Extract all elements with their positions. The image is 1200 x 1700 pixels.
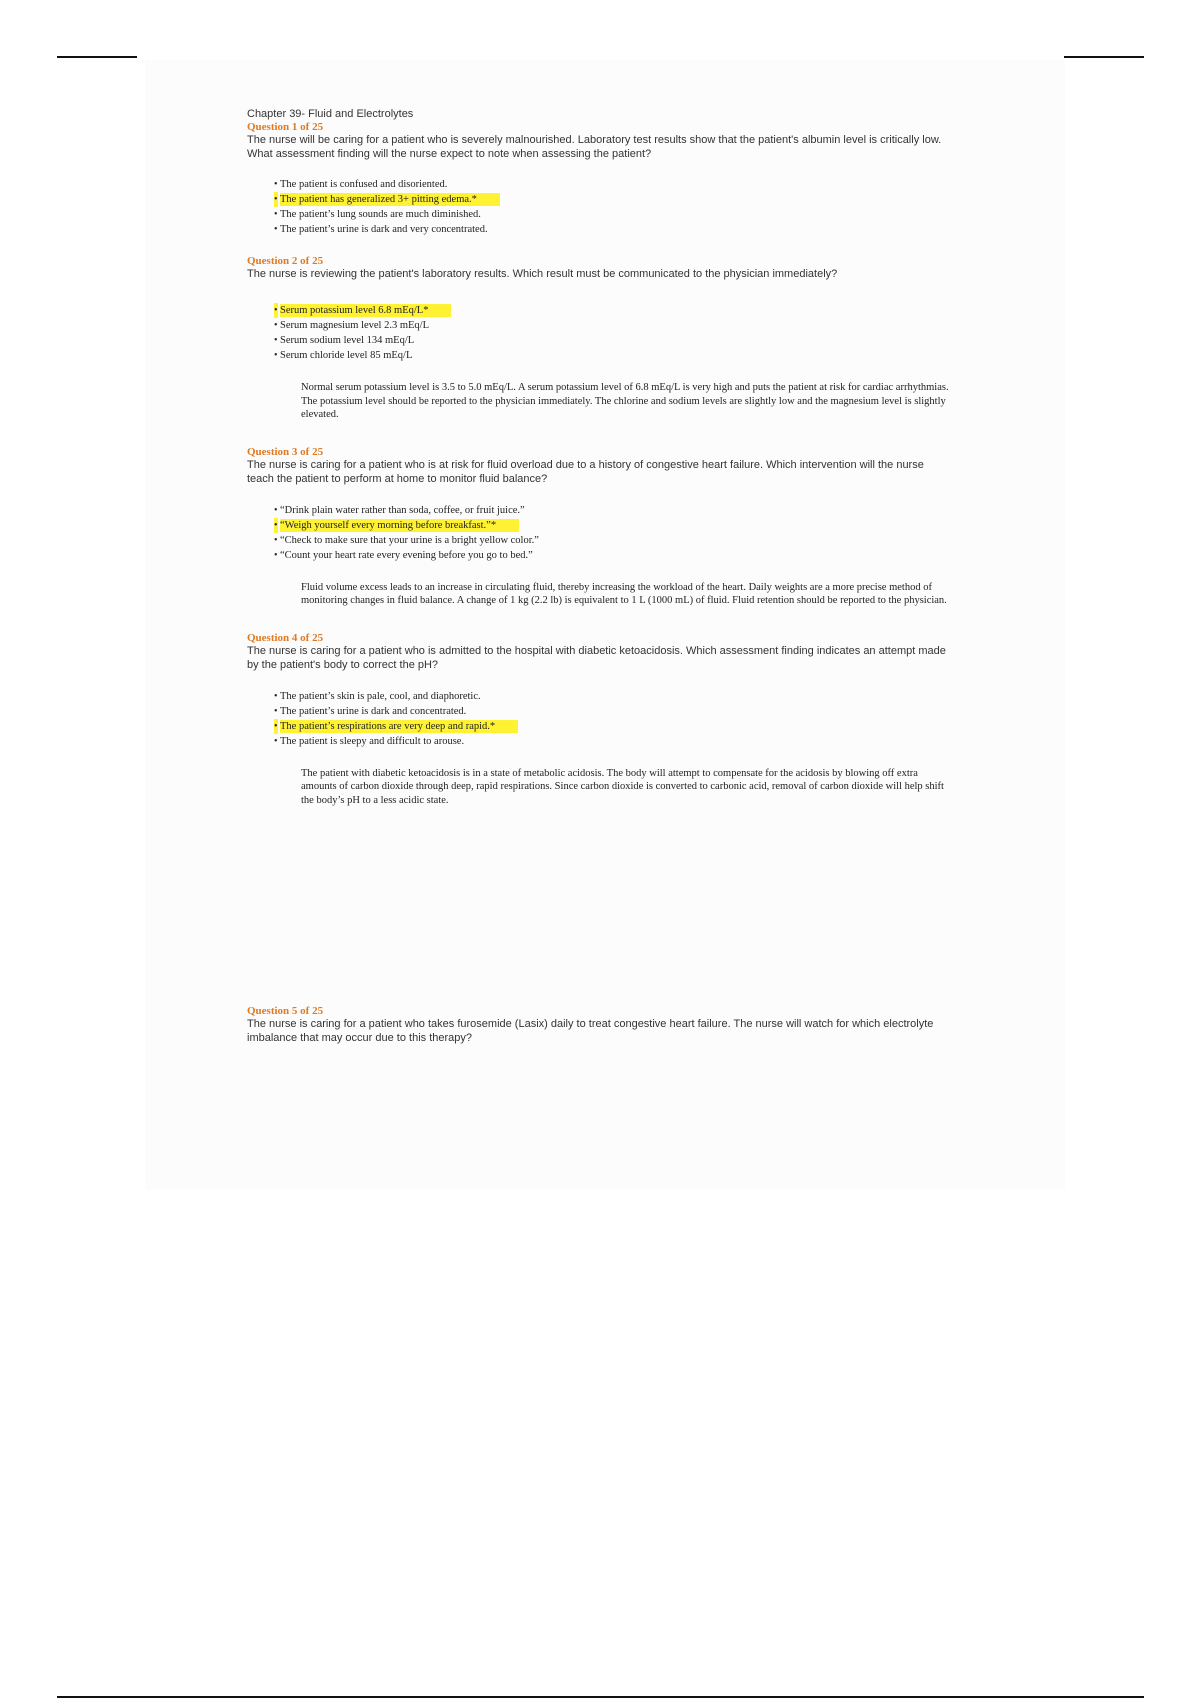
answer-text: The patient is confused and disoriented. xyxy=(280,179,448,190)
answer-text: “Weigh yourself every morning before breakfast.”* xyxy=(280,519,519,532)
footer-rule xyxy=(57,1696,1144,1698)
bullet-icon: • xyxy=(274,690,278,702)
answer-text: “Drink plain water rather than soda, coffee, or fruit juice.” xyxy=(280,504,525,516)
answer-text: The patient’s respirations are very deep and rapid.* xyxy=(280,720,518,733)
bullet-icon: • xyxy=(274,350,278,361)
answer-option xyxy=(274,503,947,518)
question-block xyxy=(247,255,947,422)
answer-option xyxy=(274,222,947,237)
answer-option-correct xyxy=(274,303,947,318)
answer-option xyxy=(274,533,947,548)
answer-text: “Count your heart rate every evening before you go to bed.” xyxy=(280,549,533,561)
answer-text: “Check to make sure that your urine is a bright yellow color.” xyxy=(280,534,539,546)
answer-option xyxy=(274,734,947,749)
question-label: Question 5 of 25 xyxy=(247,1005,324,1017)
bullet-icon: • xyxy=(274,209,278,220)
question-text: The nurse is caring for a patient who takes furosemide (Lasix) daily to treat congestive heart failure. The nurse will watch for which electrolyte imbalance that may occur due to this therapy? xyxy=(247,1018,934,1044)
question-text: The nurse is caring for a patient who is admitted to the hospital with diabetic ketoacidosis. Which assessment finding indicates an attempt made by the patient's body to correct the pH? xyxy=(247,644,946,671)
answer-option xyxy=(274,689,947,704)
bullet-icon: • xyxy=(274,720,278,732)
answer-text: Serum magnesium level 2.3 mEq/L xyxy=(280,320,430,331)
rationale-text: Fluid volume excess leads to an increase in circulating fluid, thereby increasing the workload of the heart. Daily weights are a more precise method of monitoring changes in fluid balance. A change of 1 kg (2.2 lb) is equivalent to 1 L (1000 mL) of fluid. Fluid retention should be reported to the physician. xyxy=(301,581,947,606)
rationale-text: The patient with diabetic ketoacidosis is in a state of metabolic acidosis. The body will attempt to compensate for the acidosis by blowing off extra amounts of carbon dioxide through deep, rapid respirations. Since carbon dioxide is converted to carbonic acid, removal of carbon dioxide will help shift the body’s pH to a less acidic state. xyxy=(301,767,944,806)
bullet-icon: • xyxy=(274,735,278,747)
answer-option xyxy=(274,177,947,192)
bullet-icon: • xyxy=(274,534,278,546)
answer-list xyxy=(274,689,947,749)
answer-list xyxy=(274,503,947,563)
answer-option xyxy=(274,704,947,719)
rationale-text: Normal serum potassium level is 3.5 to 5.0 mEq/L. A serum potassium level of 6.8 mEq/L is very high and puts the patient at risk for cardiac arrhythmias. The potassium level should be reported to the physician immediately. The chlorine and sodium levels are slightly low and the magnesium level is slightly elevated. xyxy=(301,382,949,420)
answer-list xyxy=(274,177,947,237)
header-rule-right xyxy=(1064,56,1144,58)
answer-option-correct xyxy=(274,192,947,207)
question-block xyxy=(247,446,947,608)
answer-text: The patient’s urine is dark and concentrated. xyxy=(280,705,467,717)
answer-option xyxy=(274,333,947,348)
question-block xyxy=(247,632,947,808)
question-block xyxy=(247,1005,947,1045)
answer-text: The patient’s skin is pale, cool, and diaphoretic. xyxy=(280,690,481,702)
answer-text: The patient is sleepy and difficult to arouse. xyxy=(280,735,465,747)
answer-text: The patient’s urine is dark and very concentrated. xyxy=(280,224,488,235)
bullet-icon: • xyxy=(274,194,278,205)
answer-text: Serum chloride level 85 mEq/L xyxy=(280,350,413,361)
answer-text: The patient has generalized 3+ pitting edema.* xyxy=(280,193,500,206)
answer-text: The patient’s lung sounds are much diminished. xyxy=(280,209,481,220)
question-text: The nurse is caring for a patient who is at risk for fluid overload due to a history of congestive heart failure. Which intervention will the nurse teach the patient to perform at home to monitor fluid balance? xyxy=(247,458,924,485)
header-rule-left xyxy=(57,56,137,58)
bullet-icon: • xyxy=(274,179,278,190)
answer-option xyxy=(274,207,947,222)
answer-list xyxy=(274,303,947,363)
question-label: Question 2 of 25 xyxy=(247,255,324,267)
bullet-icon: • xyxy=(274,335,278,346)
bullet-icon: • xyxy=(274,305,278,316)
bullet-icon: • xyxy=(274,320,278,331)
bullet-icon: • xyxy=(274,705,278,717)
bullet-icon: • xyxy=(274,504,278,516)
chapter-title: Chapter 39- Fluid and Electrolytes xyxy=(247,108,414,120)
question-text: The nurse will be caring for a patient who is severely malnourished. Laboratory test results show that the patient's albumin level is critically low. What assessment finding will the nurse expect to note when assessing the patient? xyxy=(247,134,942,160)
answer-option xyxy=(274,348,947,363)
answer-option-correct xyxy=(274,518,947,533)
question-label: Question 3 of 25 xyxy=(247,445,324,458)
answer-option xyxy=(274,548,947,563)
question-label: Question 1 of 25 xyxy=(247,121,324,133)
question-label: Question 4 of 25 xyxy=(247,631,324,644)
bullet-icon: • xyxy=(274,519,278,531)
document-content xyxy=(247,108,947,1045)
bullet-icon: • xyxy=(274,224,278,235)
answer-text: Serum potassium level 6.8 mEq/L* xyxy=(280,304,451,317)
question-block xyxy=(247,121,947,237)
bullet-icon: • xyxy=(274,549,278,561)
question-text: The nurse is reviewing the patient's laboratory results. Which result must be communicated to the physician immediately? xyxy=(247,268,838,280)
answer-option-correct xyxy=(274,719,947,734)
answer-option xyxy=(274,318,947,333)
answer-text: Serum sodium level 134 mEq/L xyxy=(280,335,415,346)
